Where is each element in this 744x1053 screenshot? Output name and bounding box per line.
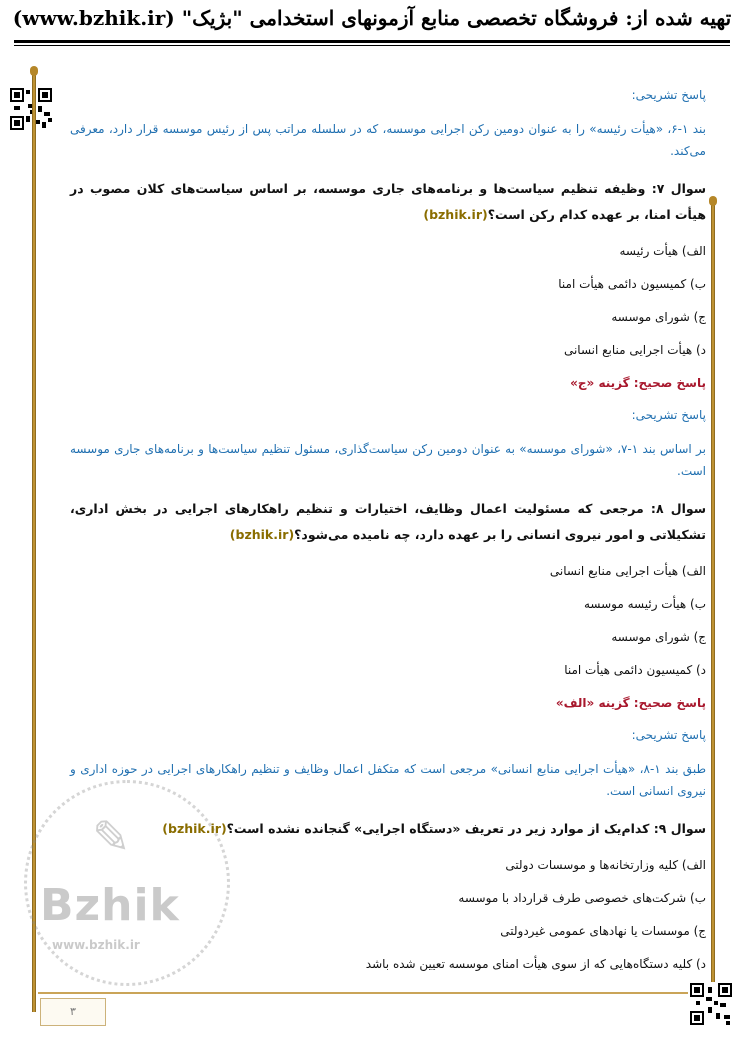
page-number: ۳ — [40, 998, 106, 1026]
question-7-explanation-label: پاسخ تشریحی: — [631, 408, 706, 422]
question-7-tag: (bzhik.ir) — [423, 207, 488, 222]
question-8-option-c: ج) شورای موسسه — [611, 630, 706, 644]
question-8 — [70, 496, 706, 548]
question-7 — [70, 176, 706, 228]
right-border-rail — [711, 202, 715, 982]
header-title: تهیه شده از: فروشگاه تخصصی منابع آزمونهای استخدامی "بژیک" (www.bzhik.ir) — [12, 6, 732, 30]
page-content — [70, 86, 706, 988]
question-7-text: سوال ۷: وظیفه تنظیم سیاست‌ها و برنامه‌های جاری موسسه، بر اساس سیاست‌های کلان مصوب در هیأت امنا، بر عهده کدام رکن است؟ — [70, 181, 706, 222]
question-9-tag: (bzhik.ir) — [162, 821, 227, 836]
question-8-option-b: ب) هیأت رئیسه موسسه — [583, 597, 706, 611]
explanation-text: بند ۱-۶، «هیأت رئیسه» را به عنوان دومین رکن اجرایی موسسه، که در سلسله مراتب پس از رئیس موسسه قرار دارد، معرفی می‌کند. — [70, 122, 707, 158]
question-9-option-c: ج) موسسات یا نهادهای عمومی غیردولتی — [500, 924, 706, 938]
question-8-explanation-label: پاسخ تشریحی: — [631, 728, 706, 742]
question-7-answer: پاسخ صحیح: گزینه «ج» — [570, 376, 706, 390]
question-9-option-b: ب) شرکت‌های خصوصی طرف قرارداد با موسسه — [458, 891, 706, 905]
question-7-explanation: بر اساس بند ۱-۷، «شورای موسسه» به عنوان دومین رکن سیاست‌گذاری، مسئول تنظیم سیاست‌ها و برنامه‌های جاری موسسه است. — [70, 442, 707, 478]
question-9-option-d: د) کلیه دستگاه‌هایی که از سوی هیأت امنای موسسه تعیین شده باشد — [365, 957, 706, 971]
question-9-option-a: الف) کلیه وزارتخانه‌ها و موسسات دولتی — [505, 858, 706, 872]
question-8-text: سوال ۸: مرجعی که مسئولیت اعمال وظایف، اختیارات و تنظیم راهکارهای اجرایی در بخش اداری، تشکیلاتی و امور نیروی انسانی را بر عهده دارد، چه نامیده می‌شود؟ — [70, 501, 706, 542]
qr-code-icon — [10, 88, 52, 130]
page-header — [0, 0, 744, 48]
question-8-answer: پاسخ صحیح: گزینه «الف» — [555, 696, 706, 710]
question-8-explanation: طبق بند ۱-۸، «هیأت اجرایی منابع انسانی» مرجعی است که متکفل اعمال وظایف و تنظیم راهکارهای اجرایی در حوزه اداری و نیروی انسانی است. — [70, 762, 706, 798]
watermark-brand: Bzhik — [40, 880, 180, 931]
watermark-url: www.bzhik.ir — [52, 938, 140, 952]
header-rule — [14, 40, 730, 43]
question-7-option-b: ب) کمیسیون دائمی هیأت امنا — [558, 277, 706, 291]
question-7-option-c: ج) شورای موسسه — [611, 310, 706, 324]
question-8-tag: (bzhik.ir) — [229, 527, 295, 542]
left-rail-cap — [30, 66, 38, 76]
header-rule-thin — [14, 45, 730, 46]
question-7-option-a: الف) هیأت رئیسه — [619, 244, 706, 258]
question-9 — [70, 816, 706, 842]
question-8-option-d: د) کمیسیون دائمی هیأت امنا — [564, 663, 706, 677]
explanation-label: پاسخ تشریحی: — [631, 88, 706, 102]
question-8-option-a: الف) هیأت اجرایی منابع انسانی — [549, 564, 706, 578]
question-9-text: سوال ۹: کدام‌یک از موارد زیر در تعریف «دستگاه اجرایی» گنجانده نشده است؟ — [226, 821, 706, 836]
qr-code-icon-bottom — [690, 983, 732, 1025]
footer-rule — [38, 992, 688, 994]
right-rail-cap — [709, 196, 717, 206]
pen-icon: ✎ — [92, 810, 131, 864]
question-7-option-d: د) هیأت اجرایی منابع انسانی — [563, 343, 706, 357]
